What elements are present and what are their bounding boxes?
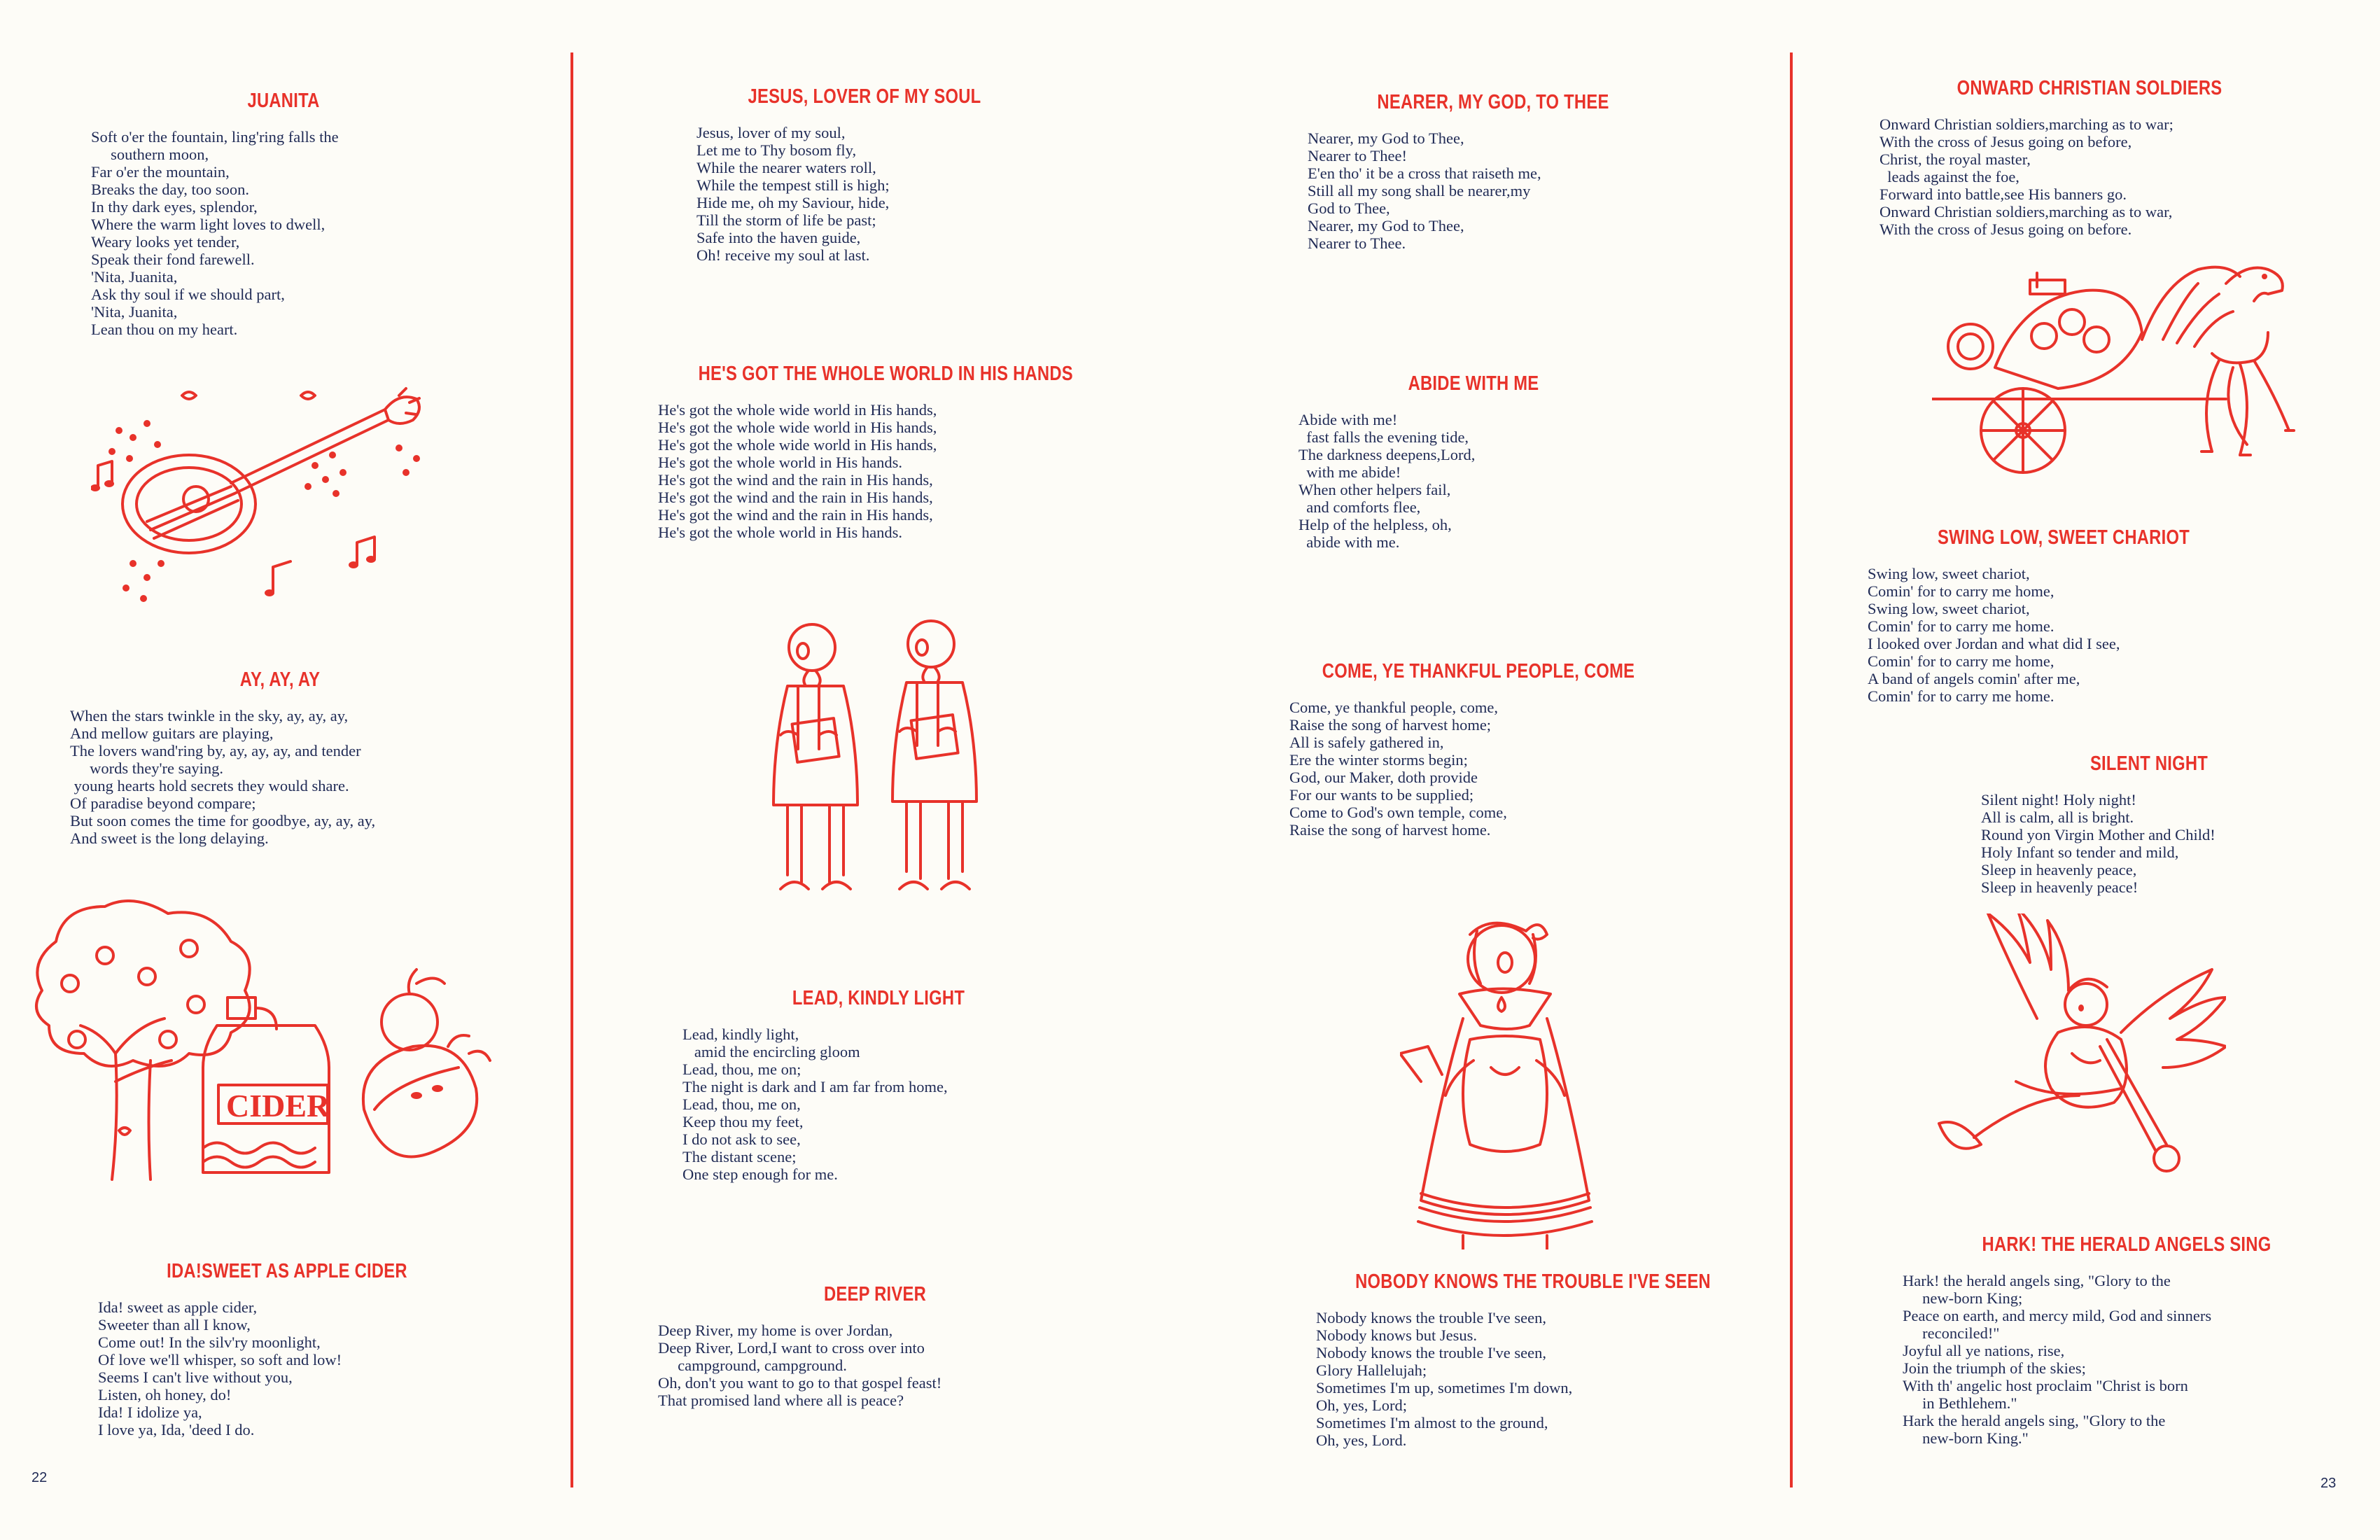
song-lyrics: Hark! the herald angels sing, "Glory to the new-born King; Peace on earth, and mercy mild, God and sinners reconciled!" Joyful all ye nations, rise, Join the triumph of the skies; With th' angelic host proclaim "Christ is born in Bethlehem." Hark the herald angels sing, "Glory to the new-born King." xyxy=(1903,1272,2212,1447)
song-title: HE'S GOT THE WHOLE WORLD IN HIS HANDS xyxy=(698,363,1073,385)
lute-illustration xyxy=(91,382,448,612)
column-divider-left xyxy=(570,52,573,1488)
song-title: COME, YE THANKFUL PEOPLE, COME xyxy=(1322,660,1635,682)
singing-woman-illustration xyxy=(1400,906,1610,1250)
song-title: AY, AY, AY xyxy=(239,668,321,691)
song-lyrics: He's got the whole wide world in His hands, He's got the whole wide world in His hands, He's got the whole wide world in His hands, He's got the whole world in His hands. He's got the wind and the rain in His hands, He's got the wind and the rain in His hands, He's got the wind and the rain in His hands, He's got the whole world in His hands. xyxy=(658,401,937,541)
song-title: NEARER, MY GOD, TO THEE xyxy=(1377,91,1609,113)
song-nobody-knows xyxy=(1316,1270,1750,1449)
song-jesus-lover xyxy=(696,85,1032,264)
song-lyrics: Soft o'er the fountain, ling'ring falls the southern moon, Far o'er the mountain, Breaks the day, too soon. In thy dark eyes, splendor, Where the warm light loves to dwell, Weary looks yet tender, Speak their fond farewell. 'Nita, Juanita, Ask thy soul if we should part, 'Nita, Juanita, Lean thou on my heart. xyxy=(91,128,339,338)
song-title: SILENT NIGHT xyxy=(2090,752,2208,775)
song-title: IDA!SWEET AS APPLE CIDER xyxy=(167,1260,407,1282)
song-nearer xyxy=(1308,91,1679,252)
chariot-horse-illustration xyxy=(1932,255,2296,493)
column-divider-right xyxy=(1790,52,1793,1488)
song-title: LEAD, KINDLY LIGHT xyxy=(792,987,965,1009)
song-abide xyxy=(1298,372,1648,551)
song-ida xyxy=(98,1260,476,1438)
song-title: ONWARD CHRISTIAN SOLDIERS xyxy=(1956,77,2222,99)
song-lyrics: Jesus, lover of my soul, Let me to Thy bosom fly, While the nearer waters roll, While the tempest still is high; Hide me, oh my Saviour, hide, Till the storm of life be past; Safe into the haven guide, Oh! receive my soul at last. xyxy=(696,124,890,264)
song-title: JESUS, LOVER OF MY SOUL xyxy=(748,85,981,108)
song-lyrics: Nearer, my God to Thee, Nearer to Thee! E'en tho' it be a cross that raiseth me, Still all my song shall be nearer,my God to Thee, Nearer, my God to Thee, Nearer to Thee. xyxy=(1308,130,1541,252)
song-swing-low xyxy=(1868,526,2260,705)
song-lyrics: Abide with me! fast falls the evening tide, The darkness deepens,Lord, with me abide! When other helpers fail, and comforts flee, Help of the helpless, oh, abide with me. xyxy=(1298,411,1476,551)
song-lyrics: Onward Christian soldiers,marching as to war; With the cross of Jesus going on before, Christ, the royal master, leads against the foe, Forward into battle,see His banners go. Onward Christian soldiers,marching as to war, With the cross of Jesus going on before. xyxy=(1879,115,2174,238)
song-deep-river xyxy=(658,1283,1092,1409)
song-lyrics: Deep River, my home is over Jordan, Deep River, Lord,I want to cross over into campground, campground. Oh, don't you want to go to that gospel feast! That promised land where all is peace? xyxy=(658,1322,942,1409)
song-title: DEEP RIVER xyxy=(823,1283,927,1306)
song-lyrics: When the stars twinkle in the sky, ay, ay, ay, And mellow guitars are playing, The lovers wand'ring by, ay, ay, ay, and tender words they're saying. young hearts hold secrets they would share. Of paradise beyond compare; But soon comes the time for goodbye, ay, ay, ay, And sweet is the long delaying. xyxy=(70,707,376,847)
song-title: HARK! THE HERALD ANGELS SING xyxy=(1982,1233,2272,1256)
song-lyrics: Silent night! Holy night! All is calm, all is bright. Round yon Virgin Mother and Child! Holy Infant so tender and mild, Sleep in heavenly peace, Sleep in heavenly peace! xyxy=(1981,791,2216,896)
song-ay-ay-ay xyxy=(70,668,490,847)
song-title: SWING LOW, SWEET CHARIOT xyxy=(1938,526,2190,549)
song-silent-night xyxy=(1981,752,2317,896)
song-lyrics: Nobody knows the trouble I've seen, Nobody knows but Jesus. Nobody knows the trouble I've seen, Glory Hallelujah; Sometimes I'm up, sometimes I'm down, Oh, yes, Lord; Sometimes I'm almost to the ground, Oh, yes, Lord. xyxy=(1316,1309,1573,1449)
song-title: NOBODY KNOWS THE TROUBLE I'VE SEEN xyxy=(1355,1270,1711,1293)
song-lyrics: Ida! sweet as apple cider, Sweeter than all I know, Come out! In the silv'ry moonlight, Of love we'll whisper, so soft and low! Seems I can't live without you, Listen, oh honey, do! Ida! I idolize ya, I love ya, Ida, 'deed I do. xyxy=(98,1298,342,1438)
song-title: JUANITA xyxy=(247,90,320,112)
angel-trumpet-illustration xyxy=(1932,913,2226,1186)
song-hark xyxy=(1903,1233,2351,1447)
song-lyrics: Come, ye thankful people, come, Raise the song of harvest home; All is safely gathered in, Ere the winter storms begin; God, our Maker, doth provide For our wants to be supplied; Come to God's own temple, come, Raise the song of harvest home. xyxy=(1289,699,1507,839)
song-lyrics: Lead, kindly light, amid the encircling gloom Lead, thou, me on; The night is dark and I am far from home, Lead, thou, me on, Keep thou my feet, I do not ask to see, The distant scene; One step enough for me. xyxy=(682,1026,948,1183)
song-juanita xyxy=(88,90,479,338)
page-number-right: 23 xyxy=(2320,1476,2337,1491)
apple-tree-cider-illustration xyxy=(28,899,504,1194)
song-title: ABIDE WITH ME xyxy=(1408,372,1539,395)
song-thankful xyxy=(1289,660,1653,839)
choir-singers-illustration xyxy=(760,616,983,938)
song-lead-kindly xyxy=(682,987,1074,1183)
song-onward xyxy=(1879,77,2300,238)
song-lyrics: Swing low, sweet chariot, Comin' for to carry me home, Swing low, sweet chariot, Comin' for to carry me home. I looked over Jordan and what did I see, Comin' for to carry me home, A band of angels comin' after me, Comin' for to carry me home. xyxy=(1868,565,2120,705)
cider-label: CIDER xyxy=(226,1088,330,1124)
song-whole-world xyxy=(658,363,1106,541)
page-number-left: 22 xyxy=(31,1470,48,1485)
